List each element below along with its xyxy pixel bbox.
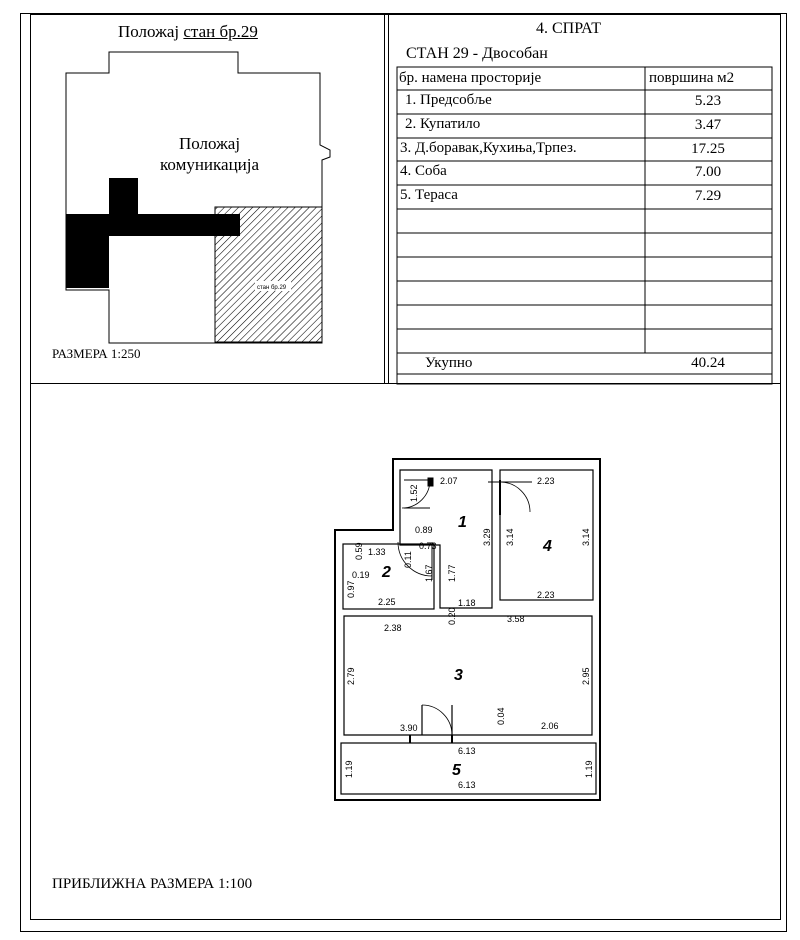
plan-scale: ПРИБЛИЖНА РАЗМЕРА 1:100 <box>52 876 253 892</box>
row-1-label: 1. Предсобље <box>405 92 492 108</box>
row-2-area: 3.47 <box>694 117 722 133</box>
row-3-area: 17.25 <box>691 141 725 157</box>
room-3-walls <box>344 616 592 735</box>
dim-089: 0.89 <box>415 525 433 535</box>
room-1-number: 1 <box>458 514 467 531</box>
dim-613-bottom: 6.13 <box>458 780 476 790</box>
dim-358: 3.58 <box>507 614 525 624</box>
total-value: 40.24 <box>691 355 725 371</box>
dim-011: 0.11 <box>403 551 413 568</box>
room-4-number: 4 <box>543 538 552 555</box>
dim-390: 3.90 <box>400 723 418 733</box>
dim-004: 0.04 <box>496 707 506 725</box>
dim-613-top: 6.13 <box>458 746 476 756</box>
row-4-area: 7.00 <box>694 164 722 180</box>
col-area-header: површина м2 <box>649 70 735 86</box>
dim-019: 0.19 <box>352 570 370 580</box>
dim-238: 2.38 <box>384 623 402 633</box>
dim-119-left: 1.19 <box>344 760 354 778</box>
dim-097: 0.97 <box>346 580 356 598</box>
dim-020: 0.20 <box>447 607 457 625</box>
dim-152: 1.52 <box>409 484 419 502</box>
dim-223-top: 2.23 <box>537 476 555 486</box>
dim-223-bottom: 2.23 <box>537 590 555 600</box>
hatch-label: стан бр.29 <box>257 285 287 291</box>
dim-314-right: 3.14 <box>581 528 591 546</box>
dim-167: 1.67 <box>424 564 434 582</box>
dim-314-left: 3.14 <box>505 528 515 546</box>
dim-133: 1.33 <box>368 547 386 557</box>
row-5-area: 7.29 <box>694 188 722 204</box>
apartment-link-text: стан бр.29 <box>183 22 258 41</box>
location-title: Положај стан бр.29 <box>118 22 258 41</box>
dim-206: 2.06 <box>541 721 559 731</box>
communication-label: Положај комуникација <box>160 134 260 174</box>
dim-073: 0.73 <box>419 541 437 551</box>
floor-label: 4. СПРАТ <box>536 20 601 37</box>
dim-225: 2.25 <box>378 597 396 607</box>
room-2-number: 2 <box>382 564 391 581</box>
dim-119-right: 1.19 <box>584 760 594 778</box>
row-5-label: 5. Тераса <box>400 187 458 203</box>
row-4-label: 4. Соба <box>400 163 447 179</box>
col-room-header: бр. намена просторије <box>399 70 542 86</box>
row-1-area: 5.23 <box>694 93 722 109</box>
dim-207: 2.07 <box>440 476 458 486</box>
room-3-number: 3 <box>454 667 463 684</box>
row-2-label: 2. Купатило <box>405 116 481 132</box>
dim-059: 0.59 <box>354 542 364 560</box>
apartment-title: СТАН 29 - Двособан <box>406 45 548 62</box>
room-5-number: 5 <box>452 762 461 779</box>
row-3-label: 3. Д.боравак,Кухиња,Трпез. <box>400 140 577 156</box>
dim-279: 2.79 <box>346 667 356 685</box>
total-label: Укупно <box>425 355 473 371</box>
dim-329: 3.29 <box>482 528 492 546</box>
dim-177: 1.77 <box>447 564 457 582</box>
dim-118: 1.18 <box>458 598 476 608</box>
dim-295: 2.95 <box>581 667 591 685</box>
location-scale: РАЗМЕРА 1:250 <box>52 346 141 361</box>
